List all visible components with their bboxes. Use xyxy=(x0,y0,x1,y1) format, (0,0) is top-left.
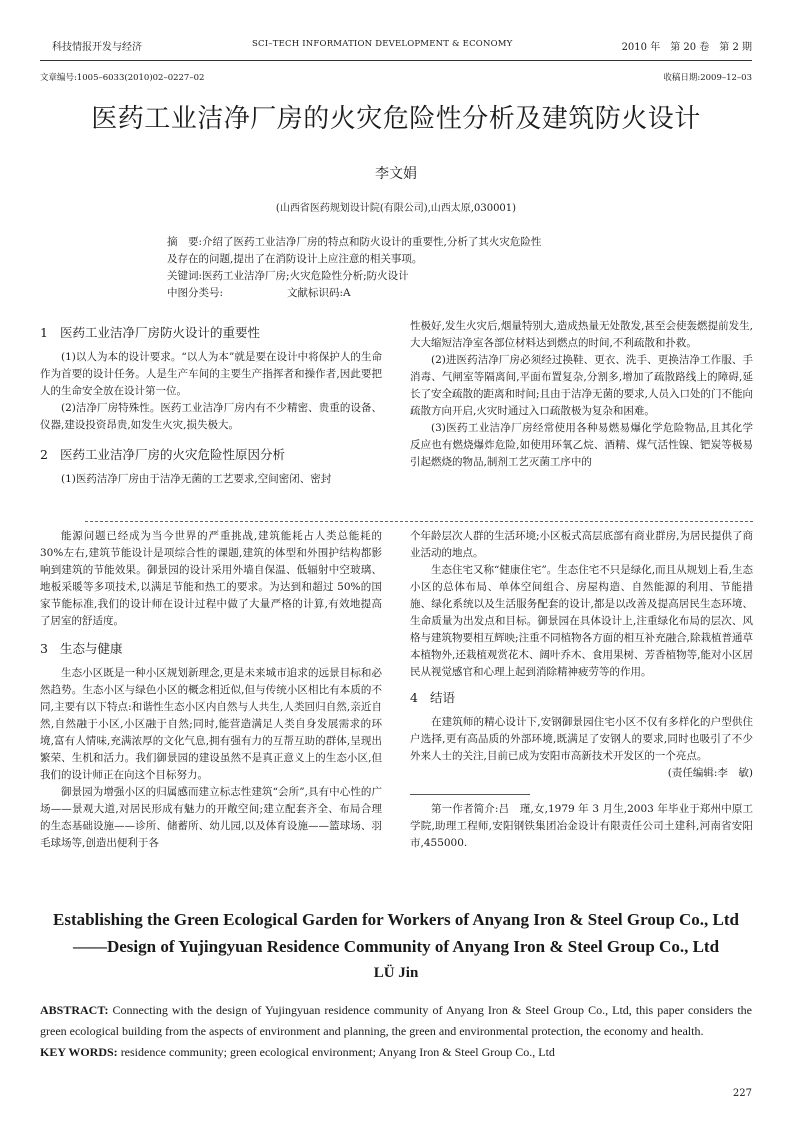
section-4-heading: 4 结语 xyxy=(410,690,456,705)
article-author: 李文娟 xyxy=(375,166,417,182)
editor-credit: (责任编辑:李 敏) xyxy=(667,767,753,779)
abstract-line-1: 摘 要:介绍了医药工业洁净厂房的特点和防火设计的重要性,分析了其火灾危险性 xyxy=(167,236,542,248)
issue-info: 2010 年 第 20 卷 第 2 期 xyxy=(621,42,752,53)
bio-rule xyxy=(410,794,530,795)
section-2-paragraph-1-start: (1)医药洁净厂房由于洁净无菌的工艺要求,空间密闭、密封 xyxy=(61,473,332,485)
article-column-left xyxy=(40,318,382,488)
journal-name-en: SCI–TECH INFORMATION DEVELOPMENT & ECONOMY xyxy=(252,39,513,49)
abstract-line-2: 及存在的问题,提出了在消防设计上应注意的相关事项。 xyxy=(167,253,423,265)
section-3-heading: 3 生态与健康 xyxy=(40,641,123,656)
doc-code: 文献标识码:A xyxy=(287,287,351,299)
article-title: 医药工业洁净厂房的火灾危险性分析及建筑防火设计 xyxy=(91,104,701,134)
article-separator xyxy=(85,521,753,522)
article-column-right xyxy=(410,318,753,471)
prev-paragraph-5: 生态住宅又称“健康住宅”。生态住宅不只是绿化,而且从规划上看,生态小区的总体布局、单体空间组合、房屋构造、自然能源的利用、节能措施、绿化系统以及生活服务配套的设计,都是以改善及提高居民生态环境、生命质量为出发点和目标。御景园在具体设计上,注重绿化布局的层次、风格与建筑物要相互辉映;注重不同植物各方面的相互补充融合,除栽植普通草本植物外,还栽植观赏花木、阔叶乔木、食用果树、芳香植物等,能对小区居民从视觉感官和心理上起到消除精神疲劳等的作用。 xyxy=(410,564,753,678)
english-author: LÜ Jin xyxy=(373,965,419,981)
received-date: 收稿日期:2009–12–03 xyxy=(663,73,752,83)
section-2-heading: 2 医药工业洁净厂房的火灾危险性原因分析 xyxy=(40,447,286,462)
classification-row xyxy=(167,285,639,302)
section-1-paragraph-2: (2)洁净厂房特殊性。医药工业洁净厂房内有不少精密、贵重的设备、仪器,建设投资昂贵,如发生火灾,损失极大。 xyxy=(40,402,382,431)
prev-paragraph-1: 能源问题已经成为当今世界的严重挑战,建筑能耗占人类总能耗的 30%左右,建筑节能设计是项综合性的课题,建筑的体型和外围护结构都影响到建筑的节能效果。御景园的设计采用外墙自保温、低辐射中空玻璃、地板采暖等多项技术,以满足节能和热工的要求。为达到和超过 50%的国家节能标准,我们的设计师在设计过程中做了大量严格的计算,有效地提高了居室的舒适度。 xyxy=(40,530,382,627)
section-2-paragraph-3: (3)医药工业洁净厂房经常使用各种易燃易爆化学危险物品,且其化学反应也有燃烧爆炸危险,如使用环氧乙烷、酒精、煤气活性镍、钯炭等极易引起燃烧的物品,制剂工艺灭菌工序中的 xyxy=(410,422,753,468)
keywords-text: residence community; green ecological environment; Anyang Iron & Steel Group Co., Ltd xyxy=(120,1045,555,1059)
clc-label: 中图分类号: xyxy=(167,287,224,299)
english-title xyxy=(40,906,752,960)
running-header xyxy=(40,38,752,54)
prev-paragraph-2: 生态小区既是一种小区规划新理念,更是未来城市追求的远景目标和必然趋势。生态小区与绿色小区的概念相近似,但与传统小区相比有本质的不同,主要有以下特点:和谐性生态小区内自然与人共生,人类回归自然,亲近自然,自然融于小区,小区融于自然;同时,能营造满足人类自身发展需求的环境,富有人情味,充满浓厚的文化气息,拥有强有力的互帮互助的群体,呈现出繁荣、生机和活力。我们御景园的建设虽然不是真正意义上的生态小区,但我们的设计师正在向这个目标努力。 xyxy=(40,667,382,781)
english-title-line-2: ——Design of Yujingyuan Residence Community of Anyang Iron & Steel Group Co., Ltd xyxy=(72,937,720,956)
author-bio: 第一作者简介:吕 瑾,女,1979 年 3 月生,2003 年毕业于郑州中原工学院,助理工程师,安阳钢铁集团冶金设计有限责任公司土建科,河南省安阳市,455000. xyxy=(410,803,753,849)
prev-paragraph-4: 个年龄层次人群的生活环境;小区板式高层底部有商业群房,为居民提供了商业活动的地点。 xyxy=(410,530,753,559)
section-1-heading: 1 医药工业洁净厂房防火设计的重要性 xyxy=(40,325,261,340)
section-1-paragraph-1: (1)以人为本的设计要求。“以人为本”就是要在设计中将保护人的生命作为首要的设计任务。人是生产车间的主要生产指挥者和操作者,因此要把人的生命安全放在设计第一位。 xyxy=(40,351,382,397)
author-affiliation: (山西省医药规划设计院(有限公司),山西太原,030001) xyxy=(275,203,517,214)
header-rule xyxy=(40,60,752,61)
prev-article-column-right xyxy=(410,528,753,852)
prev-paragraph-3: 御景园为增强小区的归属感而建立标志性建筑“会所”,具有中心性的广场——景观大道,对居民形成有魅力的开敞空间;建立配套齐全、布局合理的生态基础设施——诊所、储蓄所、幼儿园,以及体育设施——篮球场、羽毛球场等,创造出便利于各 xyxy=(40,786,382,849)
page-number: 227 xyxy=(732,1088,752,1099)
prev-article-column-left xyxy=(40,528,382,852)
abstract-label: ABSTRACT: xyxy=(40,1003,109,1017)
abstract-text: Connecting with the design of Yujingyuan residence community of Anyang Iron & Steel Group Co., Ltd, this paper considers the green ecological building from the aspects of environment and planning, the green and environmental protection, the economy and health. xyxy=(40,1003,752,1038)
section-2-paragraph-1-cont: 性极好,发生火灾后,烟量特别大,造成热量无处散发,甚至会使轰燃提前发生,大大缩短洁净室各部位材料达到燃点的时间,不利疏散和扑救。 xyxy=(410,320,753,349)
journal-name-cn: 科技情报开发与经济 xyxy=(52,42,142,53)
english-title-line-1: Establishing the Green Ecological Garden for Workers of Anyang Iron & Steel Group Co., Ltd xyxy=(52,910,740,929)
keywords-label: KEY WORDS: xyxy=(40,1045,118,1059)
prev-paragraph-6: 在建筑师的精心设计下,安钢御景园住宅小区不仅有多样化的户型供住户选择,更有高品质的外部环境,既满足了安钢人的要求,同时也吸引了不少外来人士的关注,目前已成为安阳市高新技术开发区的一个亮点。 xyxy=(410,716,753,762)
section-2-paragraph-2: (2)进医药洁净厂房必须经过换鞋、更衣、洗手、更换洁净工作服、手消毒、气闸室等隔离间,平面布置复杂,分割多,增加了疏散路线上的障碍,延长了安全疏散的距离和时间;且由于洁净无菌的要求,人员入口处的门不能向疏散方向开启,火灾时通过入口疏散极为复杂和困难。 xyxy=(410,354,753,417)
article-number: 文章编号:1005–6033(2010)02–0227–02 xyxy=(40,73,205,83)
abstract-block xyxy=(167,234,639,302)
keywords: 关键词:医药工业洁净厂房;火灾危险性分析;防火设计 xyxy=(167,270,409,282)
english-abstract xyxy=(40,1000,752,1063)
